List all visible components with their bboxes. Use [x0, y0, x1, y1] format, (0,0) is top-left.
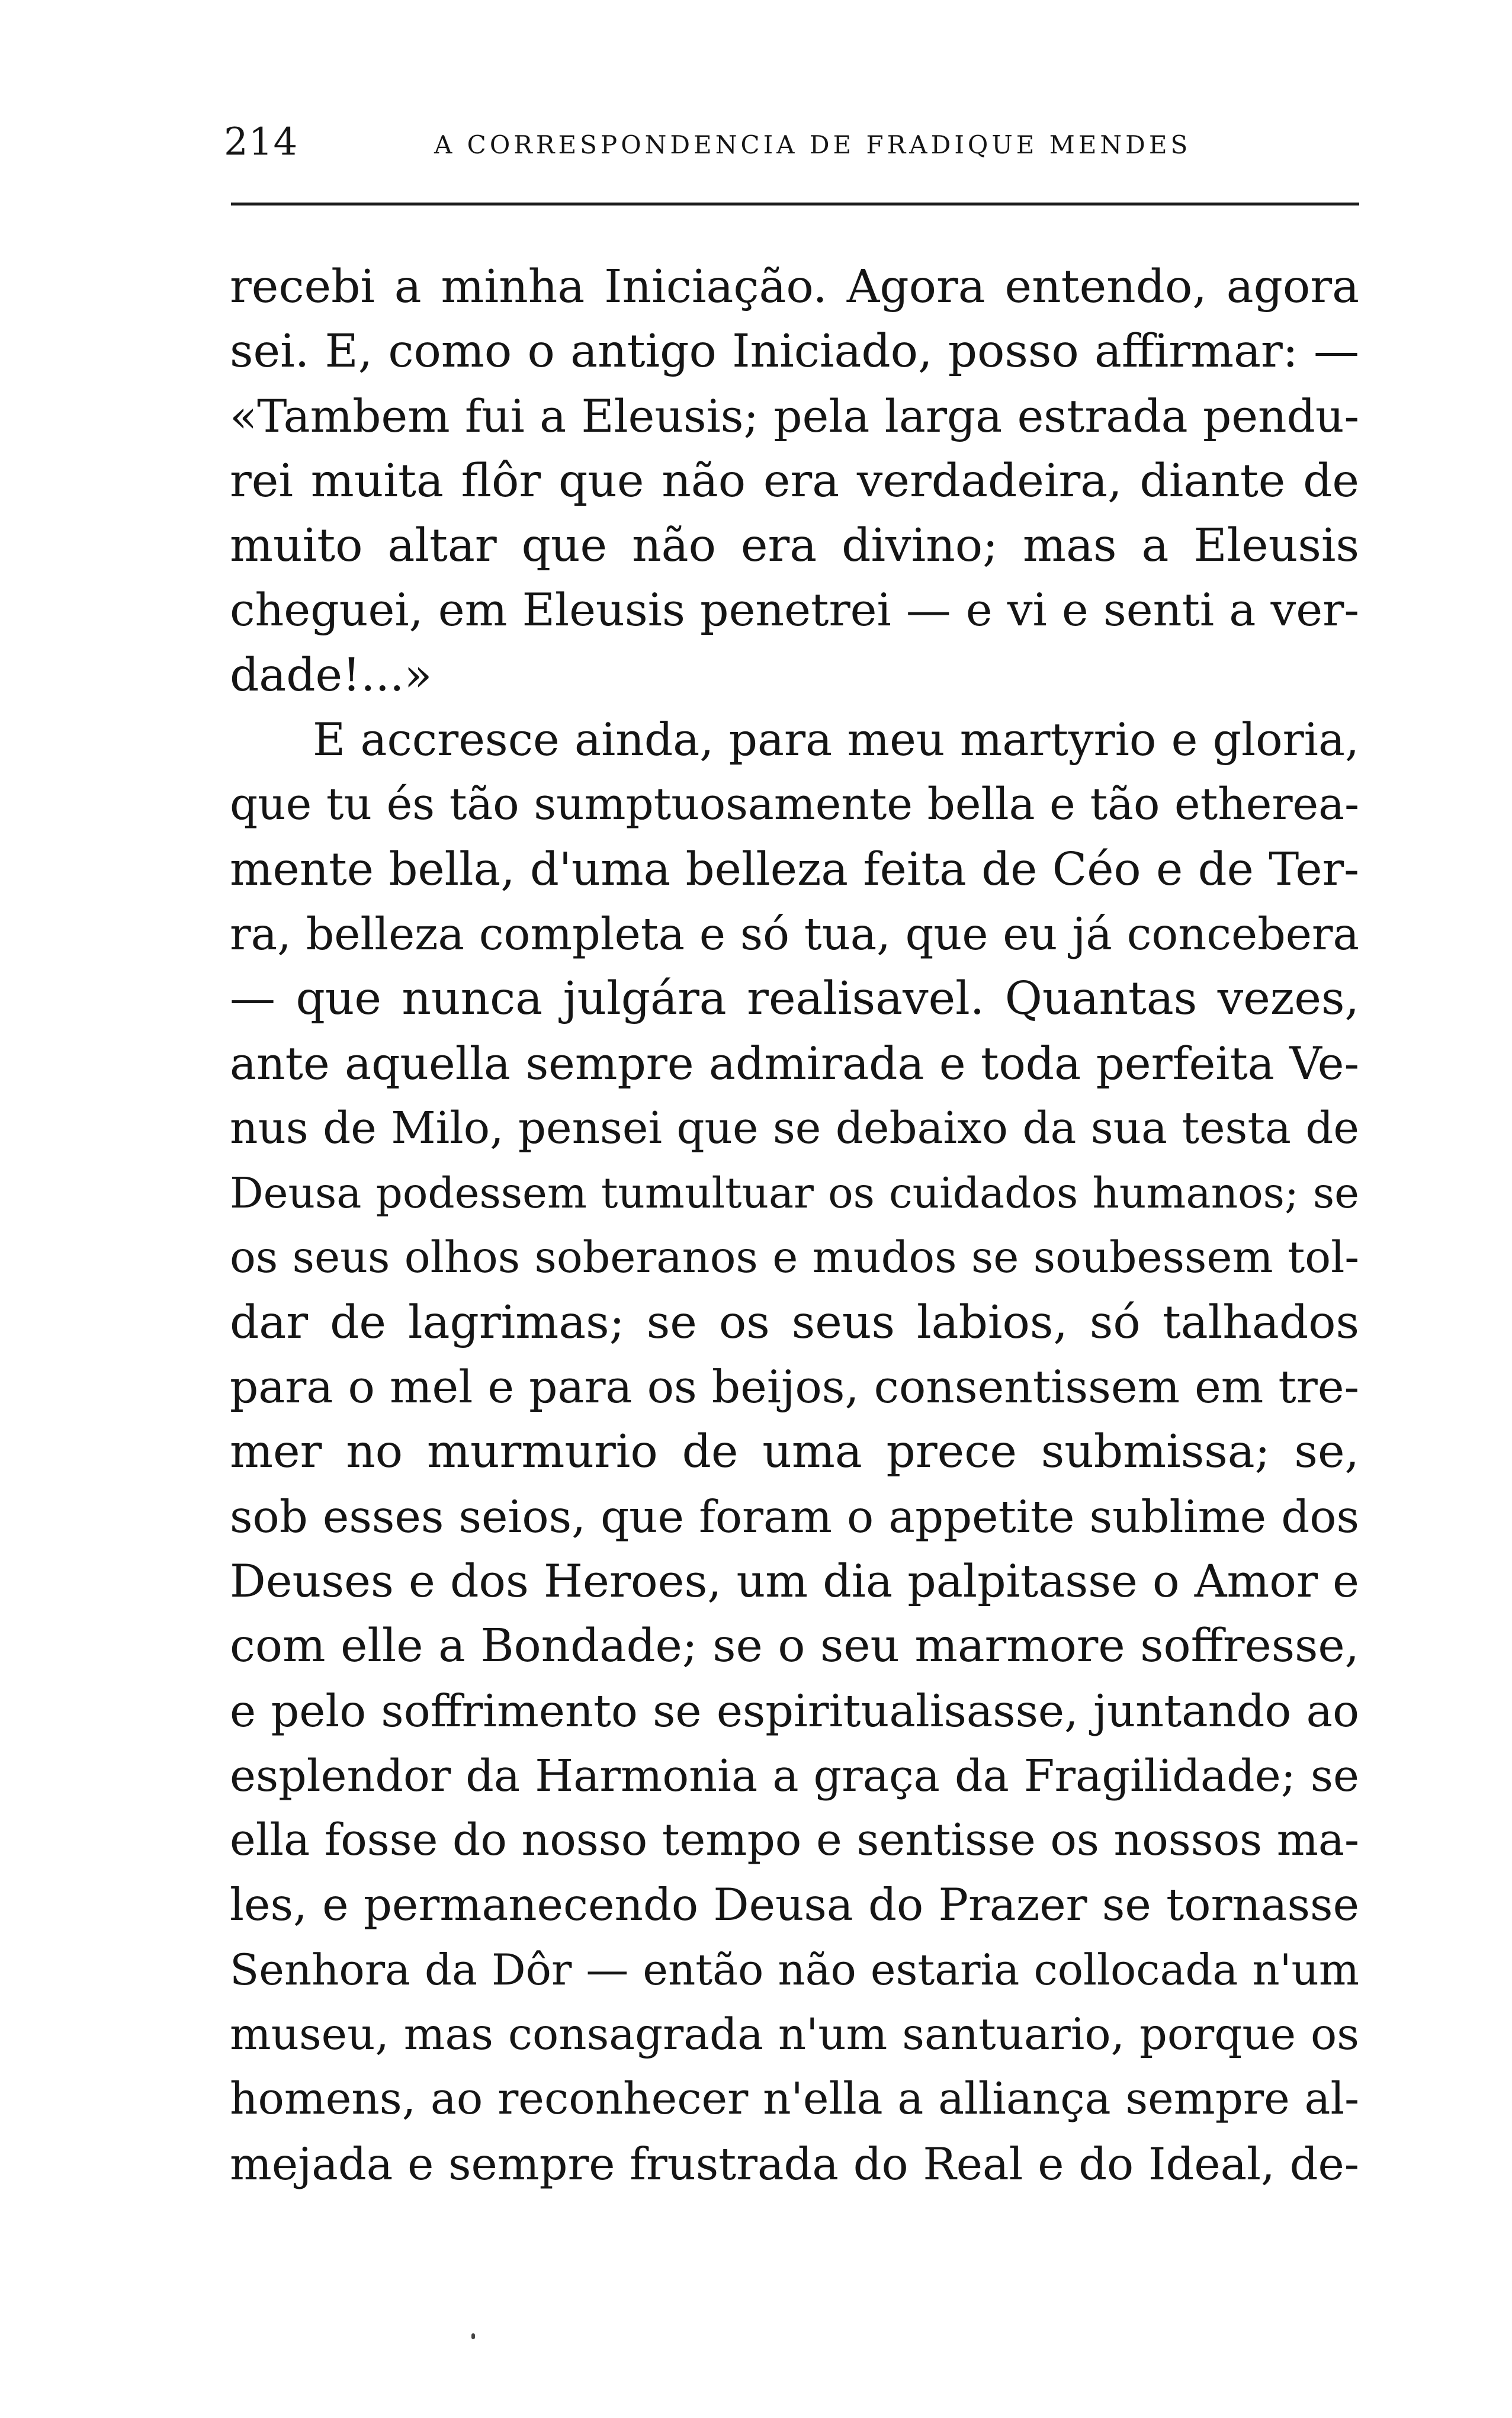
- text-line: ante aquella sempre admirada e toda perfeita Ve-: [230, 1037, 1359, 1090]
- text-line: dar de lagrimas; se os seus labios, só talhados: [230, 1296, 1359, 1349]
- text-line: nus de Milo, pensei que se debaixo da sua testa de: [230, 1103, 1359, 1154]
- text-line: os seus olhos soberanos e mudos se soubessem tol-: [230, 1232, 1359, 1283]
- text-line: museu, mas consagrada n'um santuario, porque os: [230, 2009, 1359, 2060]
- text-line: ella fosse do nosso tempo e sentisse os nossos ma-: [230, 1815, 1359, 1866]
- text-line: com elle a Bondade; se o seu marmore soffresse,: [230, 1620, 1359, 1673]
- text-line: para o mel e para os beijos, consentissem em tre-: [230, 1361, 1359, 1414]
- text-line: esplendor da Harmonia a graça da Fragilidade; se: [230, 1749, 1359, 1802]
- text-line: Deusa podessem tumultuar os cuidados humanos; se: [230, 1168, 1359, 1218]
- paragraph-start-line: E accresce ainda, para meu martyrio e gloria,: [313, 714, 1359, 766]
- text-line: «Tambem fui a Eleusis; pela larga estrada pendu-: [230, 390, 1359, 442]
- text-line: e pelo soffrimento se espiritualisasse, juntando ao: [230, 1685, 1359, 1737]
- page-number: 214: [224, 120, 298, 164]
- text-line: — que nunca julgára realisavel. Quantas vezes,: [230, 972, 1359, 1026]
- text-line: sob esses seios, que foram o appetite sublime dos: [230, 1490, 1359, 1543]
- header-rule: [231, 203, 1359, 205]
- text-line: les, e permanecendo Deusa do Prazer se tornasse: [230, 1878, 1359, 1931]
- text-line: cheguei, em Eleusis penetrei — e vi e senti a ver-: [230, 584, 1359, 637]
- text-line: mer no murmurio de uma prece submissa; se,: [230, 1425, 1359, 1479]
- text-line: recebi a minha Iniciação. Agora entendo, agora: [230, 261, 1359, 313]
- text-line: dade!...»: [230, 648, 432, 702]
- text-line: mente bella, d'uma belleza feita de Céo e de Ter-: [230, 843, 1359, 896]
- text-line: ra, belleza completa e só tua, que eu já concebera: [230, 908, 1359, 960]
- running-head: [224, 115, 1367, 169]
- text-line: Senhora da Dôr — então não estaria collocada n'um: [230, 1944, 1359, 1995]
- running-title: A CORRESPONDENCIA DE FRADIQUE MENDES: [434, 130, 1192, 159]
- text-line: rei muita flôr que não era verdadeira, diante de: [230, 454, 1359, 508]
- text-line: Deuses e dos Heroes, um dia palpitasse o Amor e: [230, 1555, 1359, 1607]
- text-line: homens, ao reconhecer n'ella a alliança sempre al-: [230, 2074, 1359, 2125]
- text-line: mejada e sempre frustrada do Real e do Ideal, de-: [230, 2138, 1359, 2190]
- text-line: sei. E, como o antigo Iniciado, posso affirmar: —: [230, 325, 1359, 378]
- text-line: que tu és tão sumptuosamente bella e tão etherea-: [230, 779, 1359, 830]
- paper-speck: [471, 2333, 475, 2339]
- text-line: muito altar que não era divino; mas a Eleusis: [230, 519, 1359, 573]
- body-text: [230, 255, 1359, 2197]
